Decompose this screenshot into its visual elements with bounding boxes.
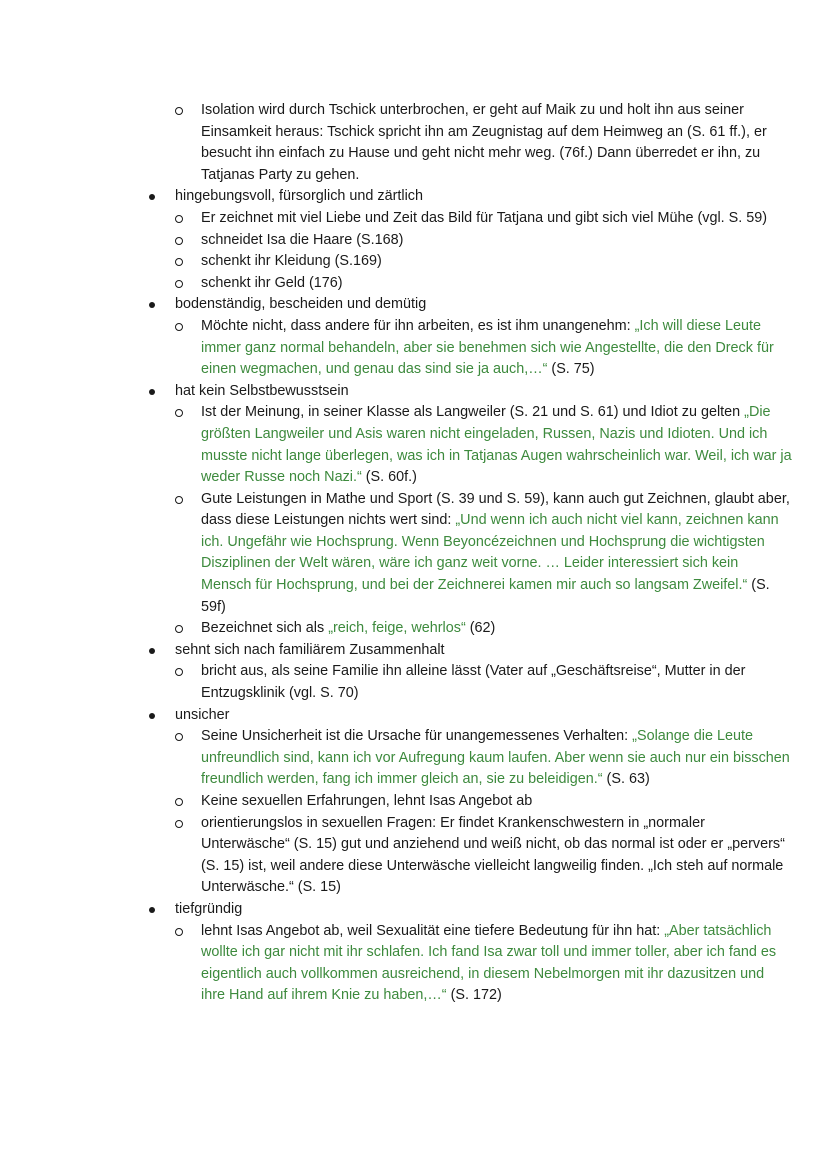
sub-bullet-item (0, 726, 792, 791)
body-text: Bezeichnet sich als (201, 620, 329, 637)
bullet-item (0, 186, 792, 208)
body-text: schenkt ihr Kleidung (S.169) (201, 253, 382, 270)
sub-bullet-item (0, 791, 792, 813)
body-text: hat kein Selbstbewusstsein (175, 382, 349, 399)
body-text: schneidet Isa die Haare (S.168) (201, 231, 404, 248)
sub-bullet-item (0, 402, 792, 488)
bullet-item (0, 705, 792, 727)
body-text: (S. 59f) (201, 577, 770, 615)
body-text: bodenständig, bescheiden und demütig (175, 296, 427, 313)
quote-text: „Solange die Leute unfreundlich sind, kann ich vor Aufregung kaum laufen. Aber wenn sie auch nur ein bisschen freundlich werden, fang ich immer gleich an, sie zu beleidigen.“ (201, 728, 790, 788)
sub-bullet-item (0, 316, 792, 381)
body-text: (S. 60f.) (361, 469, 417, 486)
bullet-item (0, 899, 792, 921)
body-text: Isolation wird durch Tschick unterbrochen, er geht auf Maik zu und holt ihn aus seiner Einsamkeit heraus: Tschick spricht ihn am Zeugnistag auf dem Heimweg an (S. 61 ff.), er besucht ihn einfach zu Hause und geht nicht mehr weg. (76f.) Dann überredet er ihn, zu Tatjanas Party zu gehen. (201, 102, 767, 183)
sub-bullet-item (0, 273, 792, 295)
body-text: unsicher (175, 706, 230, 723)
body-text: hingebungsvoll, fürsorglich und zärtlich (175, 188, 423, 205)
bullet-item (0, 381, 792, 403)
bullet-item (0, 640, 792, 662)
body-text: (S. 172) (446, 987, 502, 1004)
body-text: Ist der Meinung, in seiner Klasse als Langweiler (S. 21 und S. 61) und Idiot zu gelten (201, 404, 745, 421)
quote-text: „Und wenn ich auch nicht viel kann, zeichnen kann ich. Ungefähr wie Hochsprung. Wenn Beyoncézeichnen und Hochsprung die wichtigsten Disziplinen der Welt wären, wäre ich ganz weit vorne. … Leider interessiert sich kein Mensch für Hochsprung, und bei der Zeichnerei kamen mir auch so langsam Zweifel.“ (201, 512, 779, 594)
body-text: Keine sexuellen Erfahrungen, lehnt Isas Angebot ab (201, 793, 533, 809)
body-text: Gute Leistungen in Mathe und Sport (S. 39 und S. 59), kann auch gut Zeichnen, glaubt aber, dass diese Leistungen nichts wert sind: (201, 490, 790, 529)
body-text: Möchte nicht, dass andere für ihn arbeiten, es ist ihm unangenehm: (201, 317, 635, 334)
body-text: Seine Unsicherheit ist die Ursache für unangemessenes Verhalten: (201, 728, 633, 745)
body-text: schenkt ihr Geld (176) (201, 274, 343, 291)
body-text: sehnt sich nach familiärem Zusammenhalt (175, 641, 445, 658)
quote-text: „Die größten Langweiler und Asis waren nicht eingeladen, Russen, Nazis und Idioten. Und ich musste nicht lange überlegen, was ich in Tatjanas Augen wahrscheinlich war. Weil, ich war ja weder Russe noch Nazi.“ (201, 404, 792, 486)
sub-bullet-item (0, 100, 792, 186)
quote-text: „Ich will diese Leute immer ganz normal behandeln, aber sie benehmen sich wie Angestellte, die den Dreck für einen wegmachen, und genau das sind sie ja auch,…“ (201, 317, 774, 378)
sub-bullet-item (0, 208, 792, 230)
sub-bullet-item (0, 921, 792, 1007)
body-text: (62) (465, 620, 496, 637)
body-text: tiefgründig (175, 900, 243, 917)
quote-text: „Aber tatsächlich wollte ich gar nicht mit ihr schlafen. Ich fand Isa zwar toll und immer toller, aber ich fand es eigentlich auch vollkommen ausreichend, in diesem Nebelmorgen mit ihr dazusitzen und ihre Hand auf ihrem Knie zu haben,…“ (201, 922, 777, 1004)
body-text: bricht aus, als seine Familie ihn alleine lässt (Vater auf „Geschäftsreise“, Mutter in der Entzugsklinik (vgl. S. 70) (201, 663, 746, 702)
body-text: (S. 75) (547, 361, 595, 378)
body-text: lehnt Isas Angebot ab, weil Sexualität eine tiefere Bedeutung für ihn hat: (201, 922, 665, 939)
sub-bullet-item (0, 489, 792, 619)
body-text: orientierungslos in sexuellen Fragen: Er findet Krankenschwestern in „normaler Unterwäsche“ (S. 15) gut und anziehend und weiß nicht, ob das normal ist oder er „pervers“ (S. 15) ist, weil andere diese Unterwäsche vielleicht langweilig finden. „Ich steh auf normale Unterwäsche.“ (S. 15) (201, 814, 785, 896)
bullet-item (0, 294, 792, 316)
sub-bullet-item (0, 813, 792, 899)
sub-bullet-item (0, 618, 792, 640)
sub-bullet-item (0, 251, 792, 273)
body-text: Er zeichnet mit viel Liebe und Zeit das Bild für Tatjana und gibt sich viel Mühe (vgl. S. 59) (201, 209, 768, 226)
outline-list (0, 100, 792, 1007)
sub-bullet-item (0, 661, 792, 704)
quote-text: „reich, feige, wehrlos“ (328, 620, 466, 637)
sub-bullet-item (0, 230, 792, 252)
body-text: (S. 63) (602, 771, 650, 788)
